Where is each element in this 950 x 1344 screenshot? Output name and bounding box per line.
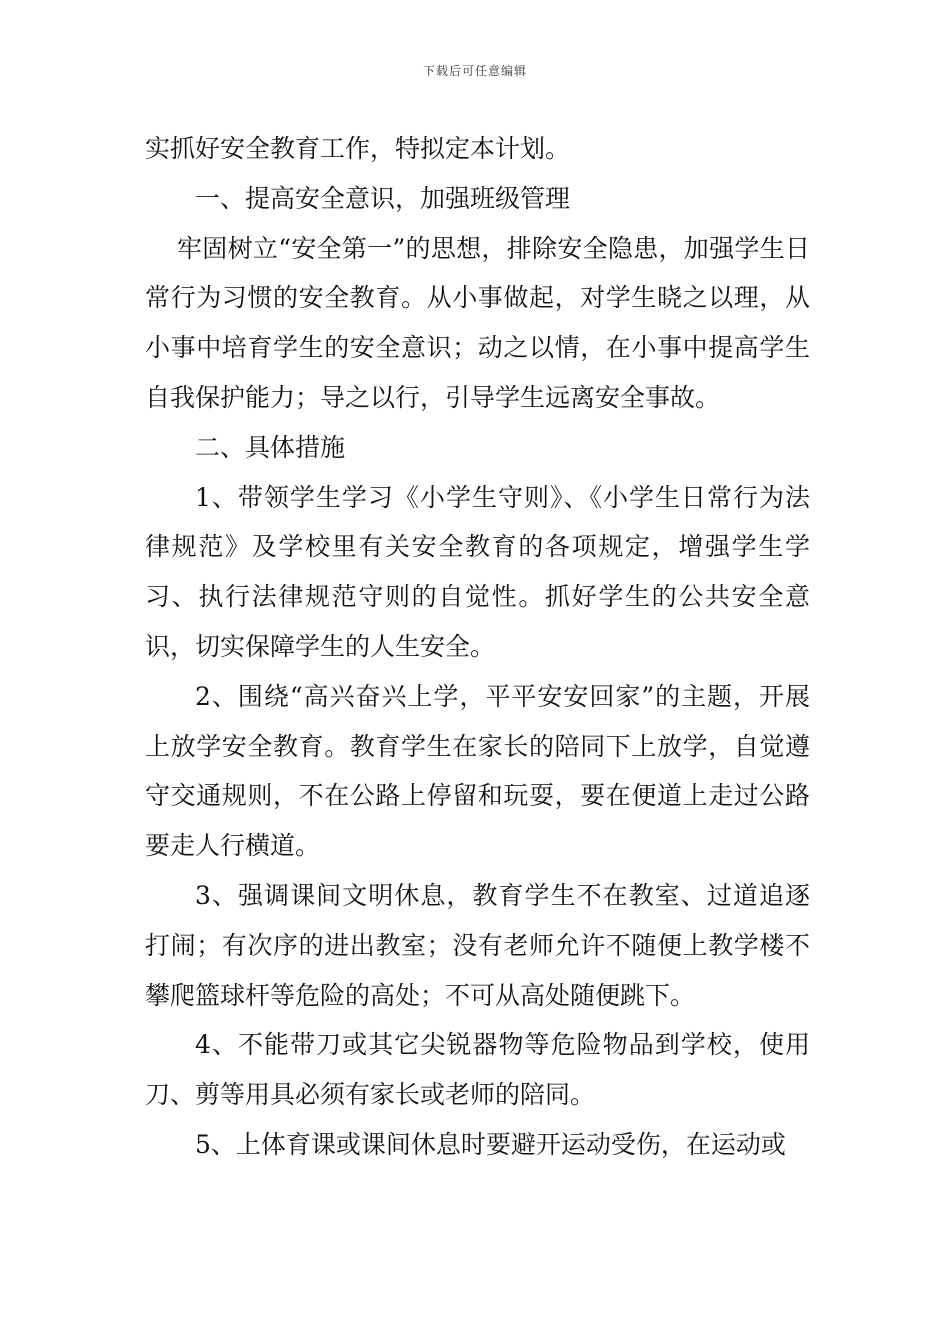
measure-item-5: 5、上体育课或课间休息时要避开运动受伤，在运动或 [195,1129,786,1159]
measure-item-3: 3、强调课间文明休息，教育学生不在教室、过道追逐打闹；有次序的进出教室；没有老师允许不随便上教学楼不攀爬篮球杆等危险的高处；不可从高处随便跳下。 [145,880,810,1010]
paragraph-continuation: 实抓好安全教育工作，特拟定本计划。 [145,134,571,163]
page-header: 下载后可任意编辑 [422,64,527,78]
section-heading-2: 二、具体措施 [195,432,346,462]
measure-item-2: 2、围绕“高兴奋兴上学，平平安安回家”的主题，开展上放学安全教育。教育学生在家长的陪同下上放学，自觉遵守交通规则，不在公路上停留和玩耍，要在便道上走过公路要走人行横道。 [145,681,810,861]
measure-item-1: 1、带领学生学习《小学生守则》、《小学生日常行为法律规范》及学校里有关安全教育的各项规定，增强学生学习、执行法律规范守则的自觉性。抓好学生的公共安全意识，切实保障学生的人生安全。 [145,482,810,661]
paragraph-safety-awareness: 牢固树立“安全第一”的思想，排除安全隐患，加强学生日常行为习惯的安全教育。从小事做起，对学生晓之以理，从小事中培育学生的安全意识；动之以情，在小事中提高学生自我保护能力；导之以行，引导学生远离安全事故。 [145,233,810,412]
document-body [145,124,810,1170]
measure-item-4: 4、不能带刀或其它尖锐器物等危险物品到学校，使用刀、剪等用具必须有家长或老师的陪同。 [145,1030,810,1110]
section-heading-1: 一、提高安全意识，加强班级管理 [195,183,571,213]
